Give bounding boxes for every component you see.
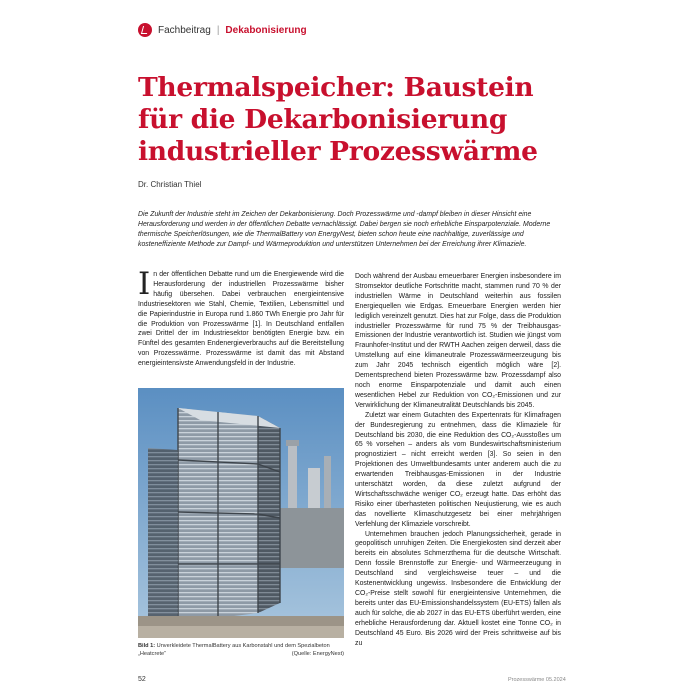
body-paragraph: Doch während der Ausbau erneuerbarer Energien insbesondere im Stromsektor deutliche Fortschritte macht, stammen rund 70 % der industriellen Wärme in Deutschland weiterhin aus fossilen Energiequellen wie Erdgas. Erneuerbare Energien werden hier lediglich vereinzelt genutzt. Dies hat zur Folge, dass die Produktion industrieller Prozesswärme für rund 75 % der Treibhausgas-Emissionen der Industrie verantwortlich ist. Studien wie jüngst vom Fraunhofer-Institut und der RWTH Aachen zeigen derweil, dass die Umstellung auf eine klimaneutrale Prozesswärmeerzeugung bis zum Jahr 2045 technisch eigentlich möglich wäre [2]. Dementsprechend bieten Prozesswärme bzw. Prozessdampf also noch enorme Einsparpotenziale und damit auch einen wesentlichen Hebel zur Reduktion von CO₂-Emissionen und zur Verwirklichung der Klimaneutralität Deutschlands bis 2045. [355, 273, 561, 409]
topic-label: Dekabonisierung [225, 24, 307, 36]
caption-text: Unverkleidete ThermalBattery aus Karbonstahl und dem Spezialbeton „Heatcrete“ [138, 643, 330, 657]
right-column [355, 272, 561, 648]
title-line: industrieller Prozesswärme [138, 136, 538, 167]
body-paragraph [138, 266, 344, 369]
title-line: für die Dekarbonisierung [138, 104, 508, 135]
figure-caption [138, 642, 344, 658]
article-title [138, 72, 558, 168]
thermal-battery-illustration [138, 388, 344, 638]
drop-cap: I [138, 266, 151, 302]
section-label: Fachbeitrag [158, 24, 211, 36]
section-header [138, 22, 307, 38]
article-lead: Die Zukunft der Industrie steht im Zeichen der Dekarbonisierung. Doch Prozesswärme und -dampf bleiben in dieser Hinsicht eine Herausforderung und werden in der öffentlichen Debatte vernachlässigt. Dabei bergen sie noch erhebliche Einsparpotenziale. Moderne thermische Speicherlösungen, wie die ThermalBattery von EnergyNest, bieten schon heute eine nachhaltige, zuverlässige und kosteneffiziente Methode zur Dampf- und Wärmeproduktion und unterstützen Unternehmen bei der Erreichung ihrer Klimaziele. [138, 211, 551, 248]
paragraph-text: n der öffentlichen Debatte rund um die Energiewende wird die Herausforderung der industriellen Prozesswärme bisher häufig übersehen. Dabei verbrauchen energieintensive Industriesektoren wie Stahl, Chemie, Textilien, Lebensmittel und die Papierindustrie in Europa rund 1.860 TWh Energie pro Jahr für die Produktion von Prozesswärme [1]. In Deutschland entfallen zwei Drittel der im Industriesektor benötigten Energie bzw. ein Fünftel des gesamten Endenergieverbrauchs auf die Bereitstellung von Prozesswärme. Prozesswärme ist damit das mit Abstand energieintensivste Anwendungsfeld in der Industrie. [138, 271, 344, 368]
publisher-logo-icon [138, 23, 152, 37]
photo-credit: (Quelle: EnergyNest) [291, 651, 344, 657]
page-number: 52 [138, 676, 146, 683]
caption-label: Bild 1: [138, 643, 156, 649]
author-byline: Dr. Christian Thiel [138, 180, 202, 189]
body-paragraph: Unternehmen brauchen jedoch Planungssicherheit, gerade in geopolitisch unruhigen Zeiten. Die Energiekosten sind derzeit aber bereits ein absolutes Schmerzthema für die deutsche Wirtschaft. Denn fossile Brennstoffe zur Energie- und Wärmeerzeugung in Deutschland sind vergleichsweise teuer – und die Kostenentwicklung ungewiss. Insbesondere die Entwicklung der CO₂-Preise stellt sowohl für energieintensive Unternehmen, die bereits unter das EU-Emissionshandelssystem (EU-ETS) fallen als auch für solche, die ab 2027 in das EU-ETS überführt werden, eine erhebliche Herausforderung dar. Aktuell kostet eine Tonne CO₂ in Deutschland 45 Euro. Bis 2026 wird der Preis schrittweise auf bis zu [355, 530, 561, 647]
section-separator: | [216, 24, 220, 36]
title-line: Thermalspeicher: Baustein [138, 72, 534, 103]
body-paragraph: Zuletzt war einem Gutachten des Expertenrats für Klimafragen der Bundesregierung zu entnehmen, dass die Klimaziele für Deutschland bis 2030, die eine Reduktion des CO₂-Ausstoßes um 65 % vorsehen – anders als vom Bundeswirtschaftsministerium prognostiziert – nicht erreicht werden [3]. So seien in den Projektionen des Umweltbundesamts unter anderem auch die zu erwartenden Treibhausgas-Emissionen in der Industrie unterschätzt worden, da diese zuletzt aufgrund der Wirtschaftsschwäche weniger CO₂ erzeugt hatte. Das erhöht das Risiko einer überhasteten politischen Neujustierung, wie es auch das novellierte Klimaschutzgesetz bei einer mehrjährigen Verfehlung der Klimaziele vorschreibt. [355, 411, 561, 528]
left-column [138, 266, 344, 369]
thermal-battery-photo [138, 388, 344, 638]
issue-label: Prozesswärme 05.2024 [508, 677, 566, 683]
